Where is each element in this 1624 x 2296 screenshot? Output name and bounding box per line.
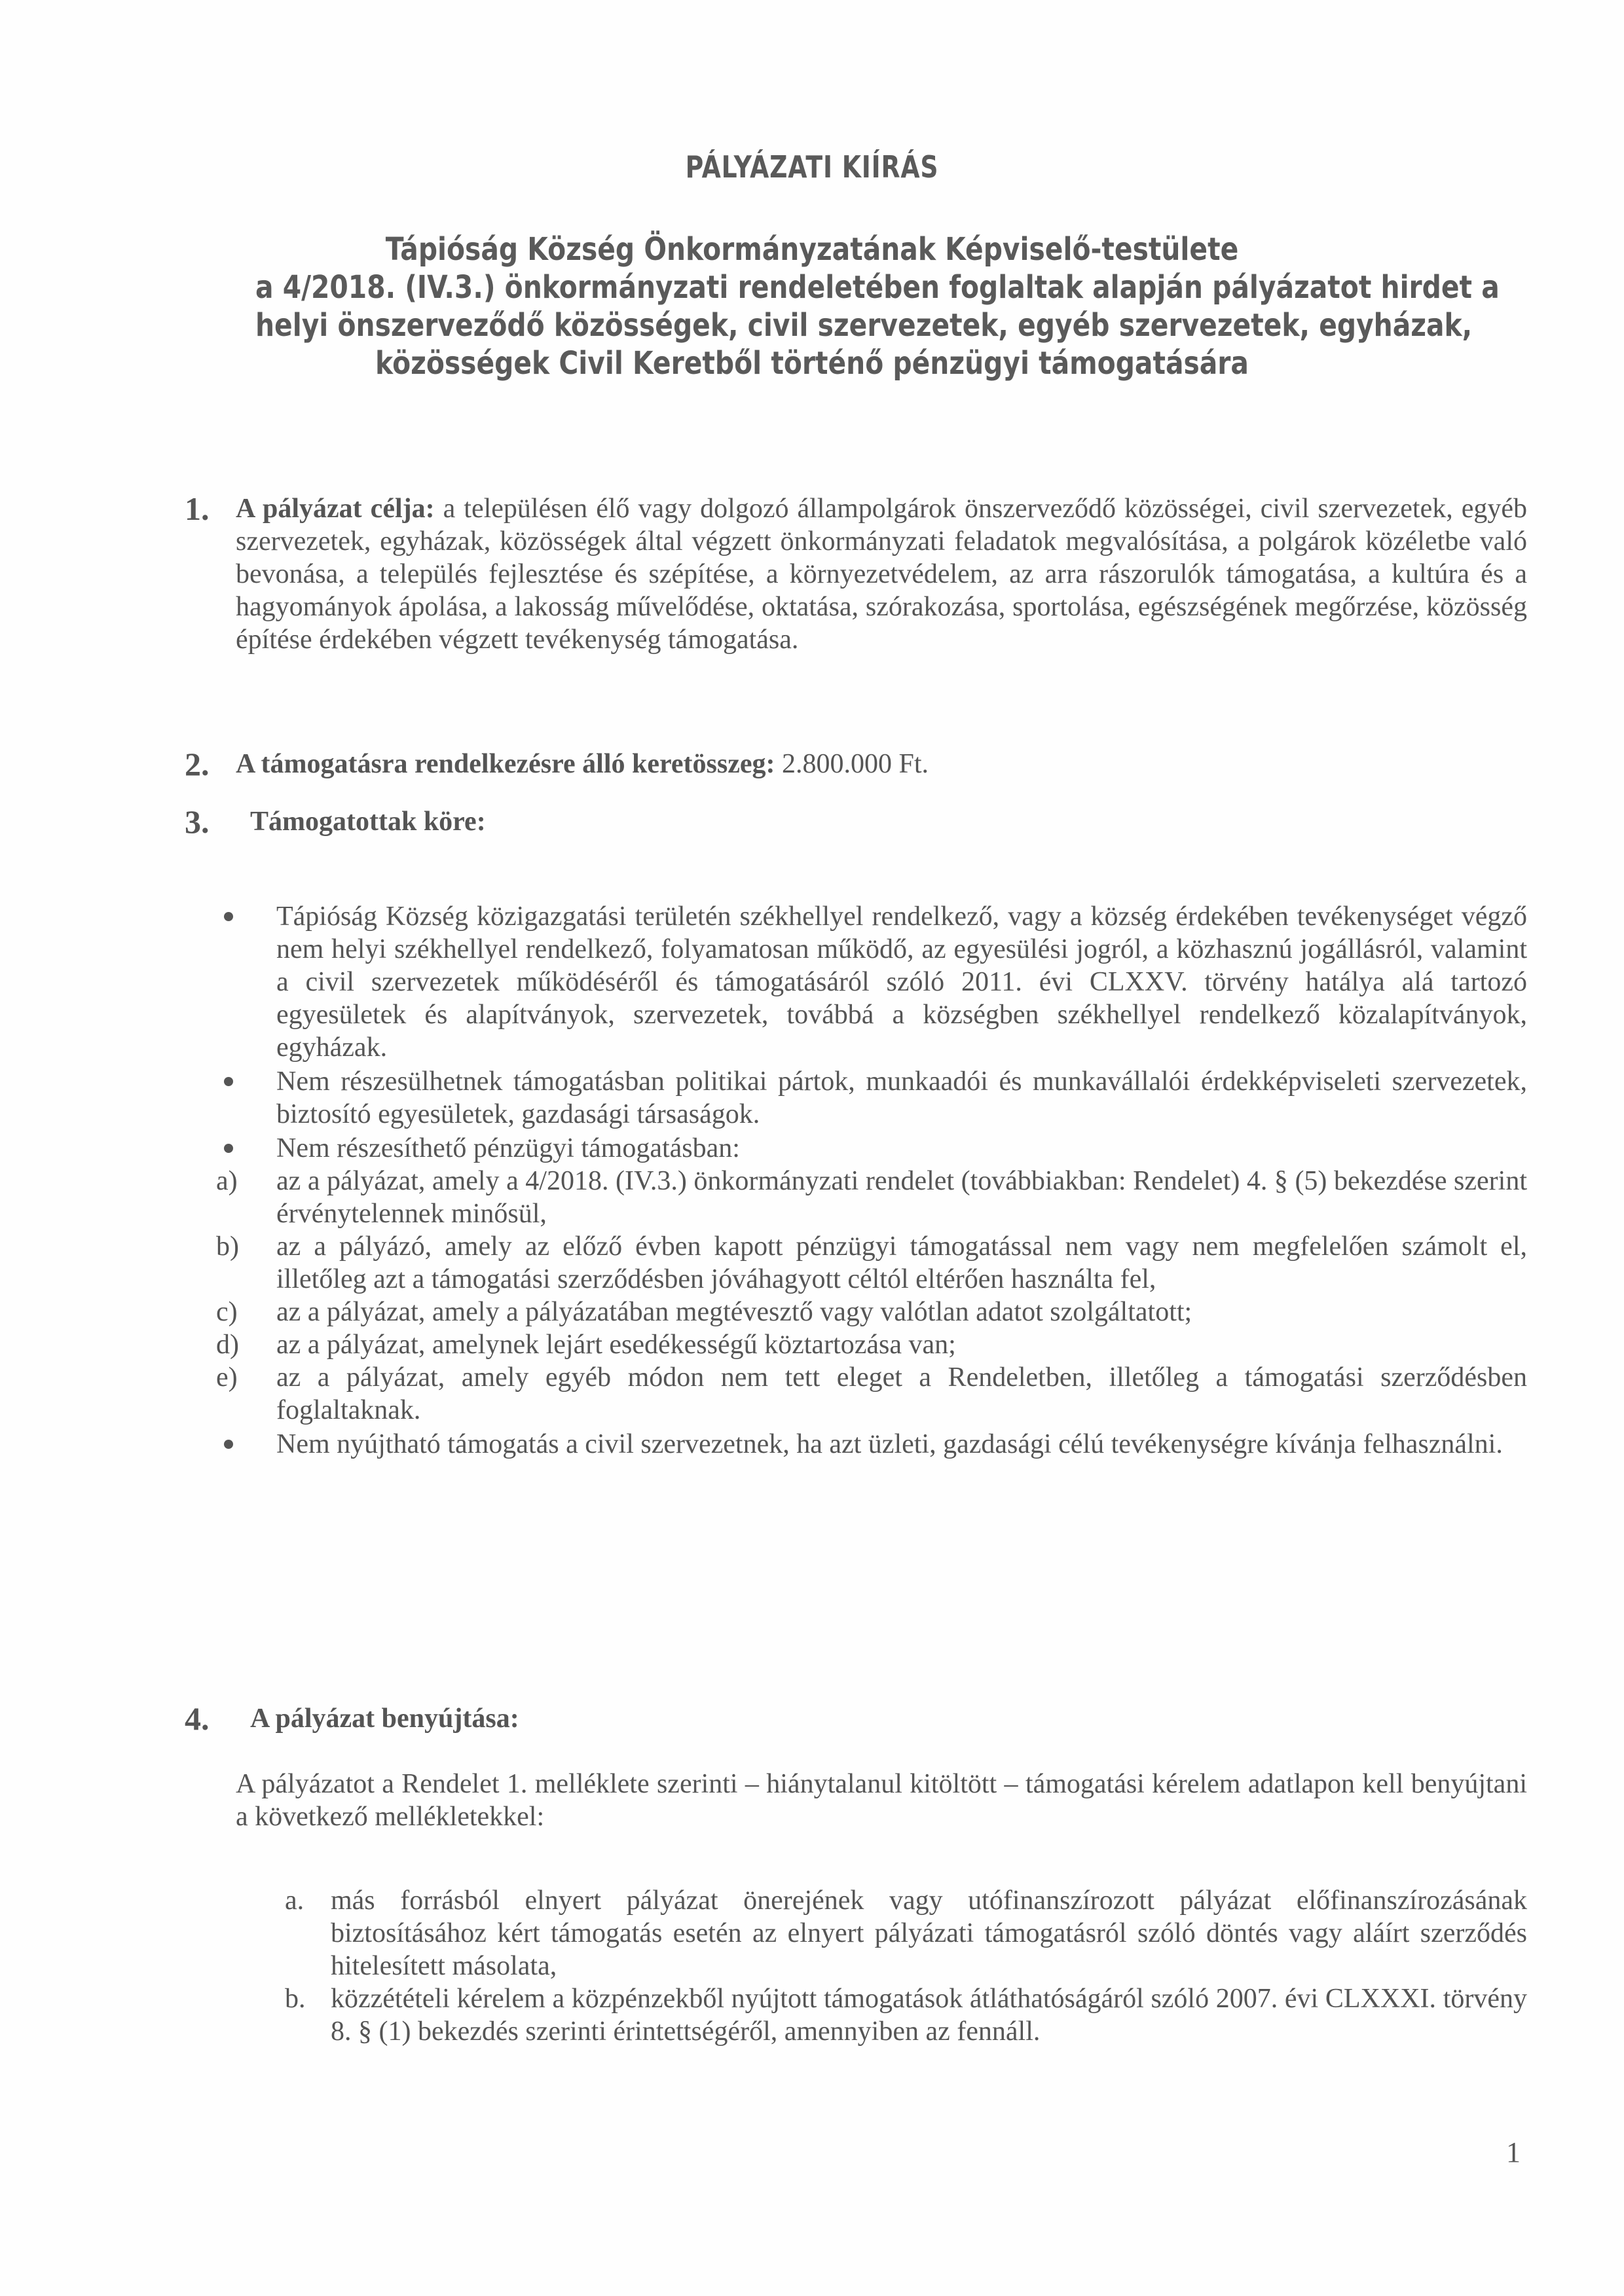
bullet-icon xyxy=(224,1144,233,1153)
subtitle-line: Tápióság Község Önkormányzatának Képviselő-testülete xyxy=(385,231,1239,268)
section-number: 2. xyxy=(185,746,210,782)
section-number: 4. xyxy=(185,1700,210,1737)
exclusion-item: e) az a pályázat, amely egyéb módon nem tett eleget a Rendeletben, illetőleg a támogatási szerződésben foglaltaknak. xyxy=(216,1362,1527,1425)
budget-amount: 2.800.000 Ft. xyxy=(781,749,929,779)
attachment-item: b. közzétételi kérelem a közpénzekből nyújtott támogatások átláthatóságáról szóló 2007. évi CLXXXI. törvény 8. § (1) bekezdés szerinti érintettségéről, amennyiben az fennáll. xyxy=(285,1984,1527,2047)
section-text xyxy=(236,492,1527,656)
section-number: 1. xyxy=(185,490,210,527)
subtitle-line: a 4/2018. (IV.3.) önkormányzati rendeletében foglaltak alapján pályázatot hirdet a xyxy=(255,269,1500,306)
subtitle-line: helyi önszerveződő közösségek, civil szervezetek, egyéb szervezetek, egyházak, xyxy=(255,307,1473,344)
exclusion-item: a) az a pályázat, amely a 4/2018. (IV.3.) önkormányzati rendelet (továbbiakban: Rendelet) 4. § (5) bekezdése szerint érvénytelennek minősül, xyxy=(216,1166,1527,1229)
list-item: Tápióság Község közigazgatási területén székhellyel rendelkező, vagy a község érdekében tevékenységet végző nem helyi székhellyel rendelkező, folyamatosan működő, az egyesülési jogról, a közhasznú jogállásról, valamint a civil szervezetek működéséről és támogatásáról szóló 2011. évi CLXXV. törvény hatálya alá tartozó egyesületek és alapítványok, szervezetek, továbbá a községben székhellyel rendelkező közalapítványok, egyházak. xyxy=(276,900,1527,1064)
section-number: 3. xyxy=(185,803,210,840)
exclusion-item: b) az a pályázó, amely az előző évben kapott pénzügyi támogatással nem vagy nem megfelelően számolt el, illetőleg azt a támogatási szerződésben jóváhagyott céltól eltérően használta fel, xyxy=(216,1231,1527,1294)
exclusion-item: c) az a pályázat, amely a pályázatában megtévesztő vagy valótlan adatot szolgáltatott; xyxy=(216,1297,1192,1327)
section-text xyxy=(236,748,1527,780)
eligibility-list xyxy=(216,900,1527,1461)
document-subtitle xyxy=(157,230,1500,382)
attachment-item: a. más forrásból elnyert pályázat önerejének vagy utófinanszírozott pályázat előfinanszírozásának biztosításához kért támogatás esetén az elnyert pályázati támogatásról szóló döntés vagy aláírt szerződés hitelesített másolata, xyxy=(285,1886,1527,1981)
list-item: Nem nyújtható támogatás a civil szervezetnek, ha azt üzleti, gazdasági célú tevékenységre kívánja felhasználni. xyxy=(276,1428,1527,1461)
attachments-list xyxy=(285,1884,1527,2048)
submission-intro: A pályázatot a Rendelet 1. melléklete szerinti – hiánytalanul kitöltött – támogatási kérelem adatlapon kell benyújtani a következő mellékletekkel: xyxy=(236,1769,1527,1832)
exclusion-item: d) az a pályázat, amelynek lejárt esedékességű köztartozása van; xyxy=(216,1330,956,1360)
section-heading: A pályázat benyújtása: xyxy=(250,1704,519,1734)
section-heading: Támogatottak köre: xyxy=(250,807,486,837)
bullet-icon xyxy=(224,1077,233,1086)
section-body: a településen élő vagy dolgozó állampolgárok önszerveződő közösségei, civil szervezetek, egyéb szervezetek, egyházak, közösségek által végzett önkormányzati feladatok megvalósítása, a polgárok közéletbe való bevonása, a település fejlesztése és szépítése, a környezetvédelem, az arra rászorulók támogatása, a kultúra és a hagyományok ápolása, a lakosság művelődése, oktatása, szórakozása, sportolása, egészségének megőrzése, közösség építése érdekében végzett tevékenység támogatása. xyxy=(236,494,1528,655)
document-title: PÁLYÁZATI KIÍRÁS xyxy=(685,149,939,185)
list-item: Nem részesíthető pénzügyi támogatásban: xyxy=(276,1132,1527,1165)
page-number: 1 xyxy=(1506,2136,1521,2168)
bullet-icon xyxy=(224,1440,233,1449)
section-heading: A támogatásra rendelkezésre álló keretösszeg: xyxy=(236,749,775,779)
list-item: Nem részesülhetnek támogatásban politikai pártok, munkaadói és munkavállalói érdekképviseleti szervezetek, biztosító egyesületek, gazdasági társaságok. xyxy=(276,1065,1527,1131)
bullet-icon xyxy=(224,912,233,921)
section-heading: A pályázat célja: xyxy=(236,494,435,524)
subtitle-line: közösségek Civil Keretből történő pénzügyi támogatására xyxy=(375,345,1249,382)
